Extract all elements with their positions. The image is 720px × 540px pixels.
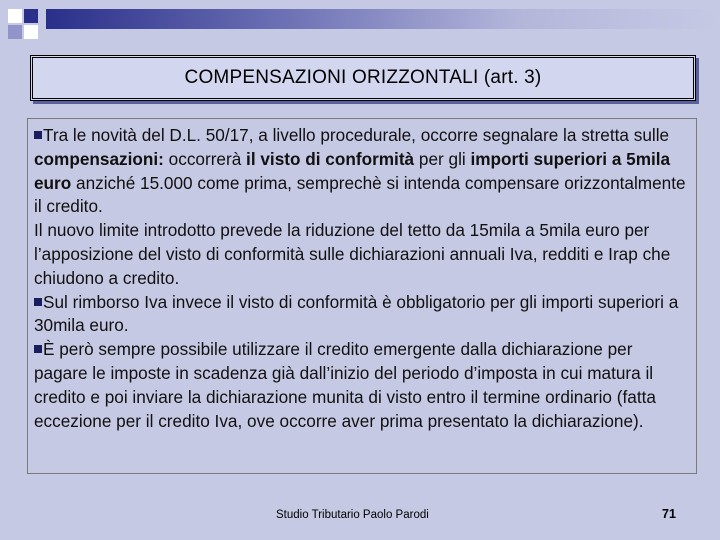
paragraph-bold-text: il visto di conformità bbox=[246, 148, 415, 169]
decorative-square bbox=[24, 25, 38, 39]
bullet-square-icon bbox=[34, 131, 42, 139]
decorative-square bbox=[8, 25, 22, 39]
slide-title: COMPENSAZIONI ORIZZONTALI (art. 3) bbox=[184, 67, 542, 88]
paragraph-3 bbox=[34, 291, 690, 339]
header-gradient-bar bbox=[46, 9, 720, 29]
bullet-square-icon bbox=[34, 345, 42, 353]
bullet-square-icon bbox=[34, 298, 42, 306]
paragraph-text: È però sempre possibile utilizzare il credito emergente dalla dichiarazione per pagare le imposte in scadenza già dall’inizio del periodo d’imposta in cui matura il credito e poi inviare la dichiarazione munita di visto entro il termine ordinario (fatta eccezione per il credito Iva, ove occorre aver prima presentato la dichiarazione). bbox=[34, 339, 656, 431]
paragraph-4 bbox=[34, 338, 690, 433]
paragraph-bold-text: importi superiori a 5mila euro bbox=[34, 148, 671, 193]
paragraph-text: anziché 15.000 come prima, semprechè si intenda compensare orizzontalmente il credito. bbox=[34, 172, 686, 217]
paragraph-1 bbox=[34, 124, 690, 219]
paragraph-text: per gli bbox=[414, 148, 471, 169]
decorative-square bbox=[8, 9, 22, 23]
paragraph-2 bbox=[34, 219, 690, 290]
decorative-square bbox=[24, 9, 38, 23]
paragraph-text: Il nuovo limite introdotto prevede la riduzione del tetto da 15mila a 5mila euro per l’apposizione del visto di conformità sulle dichiarazioni annuali Iva, redditi e Irap che chiudono a credito. bbox=[34, 220, 671, 288]
page-number: 71 bbox=[662, 507, 676, 521]
paragraph-text: Tra le novità del D.L. 50/17, a livello procedurale, occorre segnalare la stretta sulle bbox=[43, 125, 670, 145]
paragraph-bold-text: compensazioni: bbox=[34, 148, 164, 169]
slide-body bbox=[27, 118, 697, 474]
slide-footer: Studio Tributario Paolo Parodi bbox=[276, 509, 429, 521]
slide-title-box bbox=[30, 55, 696, 101]
paragraph-text: Sul rimborso Iva invece il visto di conformità è obbligatorio per gli importi superiori a 30mila euro. bbox=[34, 291, 679, 336]
paragraph-text: occorrerà bbox=[163, 148, 247, 169]
